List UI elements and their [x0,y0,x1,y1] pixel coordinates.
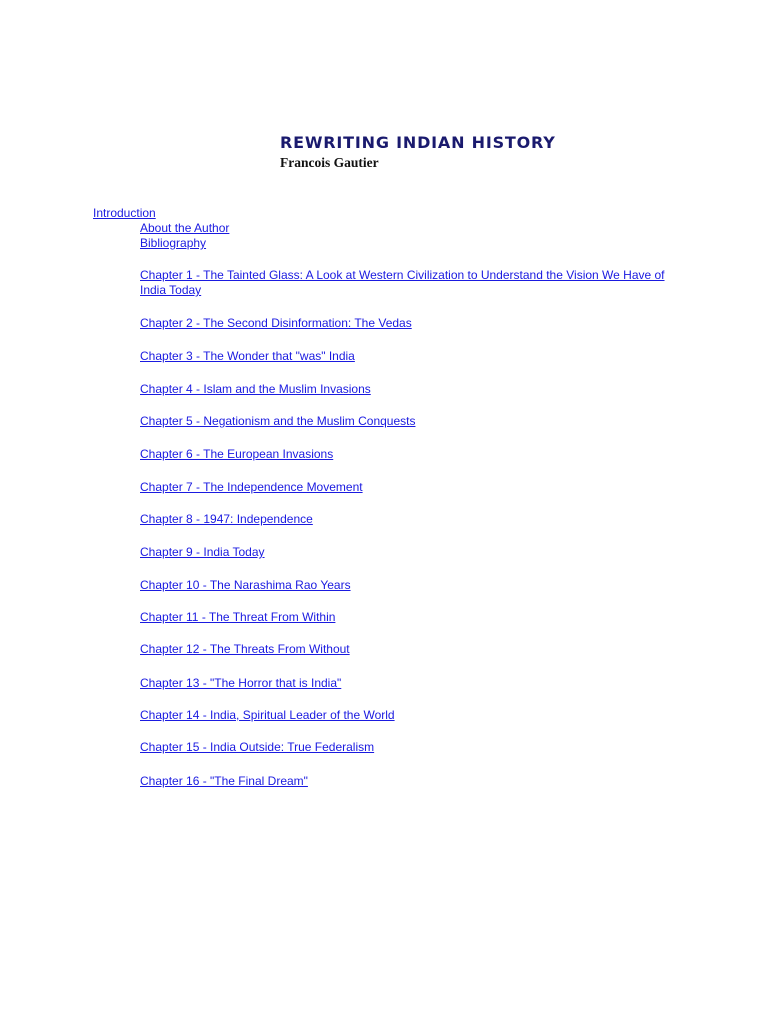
toc-link-chapter-12[interactable]: Chapter 12 - The Threats From Without [140,642,350,656]
toc-link-chapter-13[interactable]: Chapter 13 - "The Horror that is India" [140,676,342,690]
toc-link-chapter-9[interactable]: Chapter 9 - India Today [140,545,265,559]
toc-link-chapter-4[interactable]: Chapter 4 - Islam and the Muslim Invasions [140,382,371,396]
toc-link-chapter-5[interactable]: Chapter 5 - Negationism and the Muslim Conquests [140,414,416,428]
toc-link-chapter-1[interactable]: Chapter 1 - The Tainted Glass: A Look at Western Civilization to Understand the Vision We Have of India Today [140,268,665,297]
toc-link-chapter-8[interactable]: Chapter 8 - 1947: Independence [140,512,313,526]
toc-link-chapter-14[interactable]: Chapter 14 - India, Spiritual Leader of the World [140,708,395,722]
toc-link-chapter-15[interactable]: Chapter 15 - India Outside: True Federalism [140,740,375,754]
toc-link-introduction[interactable]: Introduction [93,206,156,220]
document-title: REWRITING INDIAN HISTORY [280,133,556,152]
toc-link-chapter-3[interactable]: Chapter 3 - The Wonder that "was" India [140,349,355,363]
toc-link-chapter-11[interactable]: Chapter 11 - The Threat From Within [140,610,336,624]
toc-link-chapter-6[interactable]: Chapter 6 - The European Invasions [140,447,334,461]
toc-link-bibliography[interactable]: Bibliography [140,236,207,250]
toc-link-chapter-10[interactable]: Chapter 10 - The Narashima Rao Years [140,578,351,592]
toc-link-about-author[interactable]: About the Author [140,221,230,235]
toc-link-chapter-2[interactable]: Chapter 2 - The Second Disinformation: The Vedas [140,316,412,330]
document-author: Francois Gautier [280,155,379,170]
toc-link-chapter-7[interactable]: Chapter 7 - The Independence Movement [140,480,363,494]
toc-link-chapter-16[interactable]: Chapter 16 - "The Final Dream" [140,774,308,788]
